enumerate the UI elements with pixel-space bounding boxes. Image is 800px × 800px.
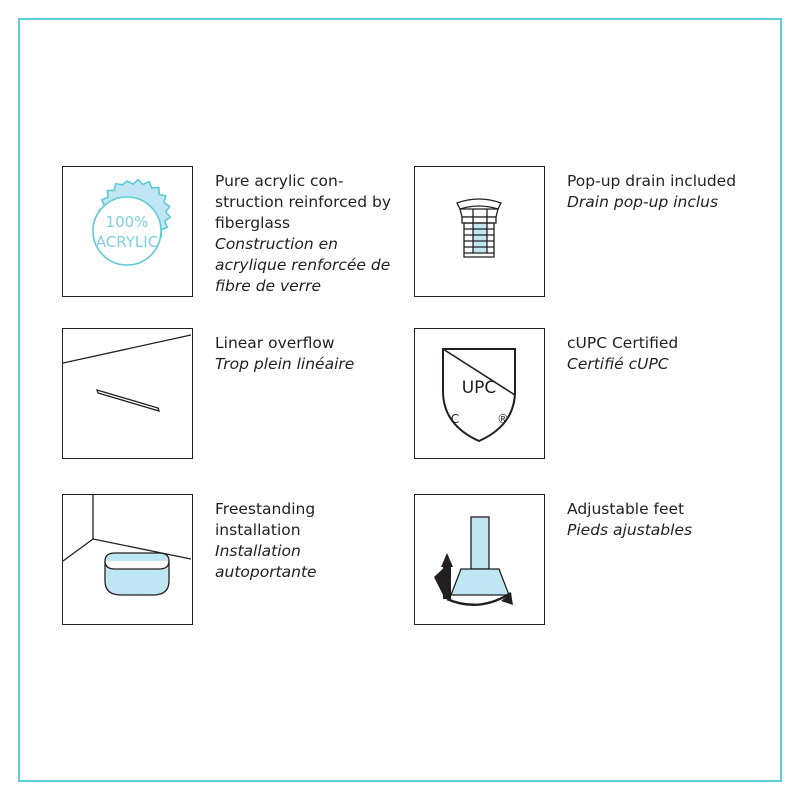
feature-label-fr: Construction en acrylique renforcée de fibre de verre xyxy=(215,235,391,295)
cupc-shield-icon xyxy=(414,328,545,459)
svg-text:®: ® xyxy=(497,412,509,426)
linear-overflow-icon xyxy=(62,328,193,459)
svg-text:C: C xyxy=(450,412,460,426)
feature-text xyxy=(215,166,405,297)
feature-text xyxy=(567,494,742,541)
feature-label-en: Pure acrylic con-struction reinforced by fiberglass xyxy=(215,172,391,232)
feature-pop-up-drain xyxy=(414,166,762,328)
feature-label-en: Freestanding installation xyxy=(215,500,316,539)
feature-freestanding-installation xyxy=(62,494,410,636)
feature-label-fr: Pieds ajustables xyxy=(567,521,693,539)
feature-label-fr: Certifié cUPC xyxy=(567,355,669,373)
feature-label-en: Adjustable feet xyxy=(567,500,685,518)
feature-label-fr: Drain pop-up inclus xyxy=(567,193,719,211)
adjustable-feet-icon xyxy=(414,494,545,625)
feature-text xyxy=(215,328,405,375)
feature-pure-acrylic xyxy=(62,166,410,328)
feature-adjustable-feet xyxy=(414,494,762,636)
feature-label-en: Linear overflow xyxy=(215,334,335,352)
feature-grid xyxy=(62,166,762,636)
feature-linear-overflow xyxy=(62,328,410,494)
svg-text:ACRYLIC: ACRYLIC xyxy=(95,233,159,251)
feature-label-en: cUPC Certified xyxy=(567,334,679,352)
svg-text:100%: 100% xyxy=(105,213,149,231)
acrylic-seal-icon xyxy=(62,166,193,297)
freestanding-tub-icon xyxy=(62,494,193,625)
feature-cupc-certified xyxy=(414,328,762,494)
feature-label-en: Pop-up drain included xyxy=(567,172,737,190)
svg-text:UPC: UPC xyxy=(461,378,497,398)
pop-up-drain-icon xyxy=(414,166,545,297)
feature-label-fr: Installation autoportante xyxy=(215,542,317,581)
feature-text xyxy=(215,494,405,583)
feature-label-fr: Trop plein linéaire xyxy=(215,355,355,373)
feature-text xyxy=(567,166,742,213)
feature-text xyxy=(567,328,742,375)
